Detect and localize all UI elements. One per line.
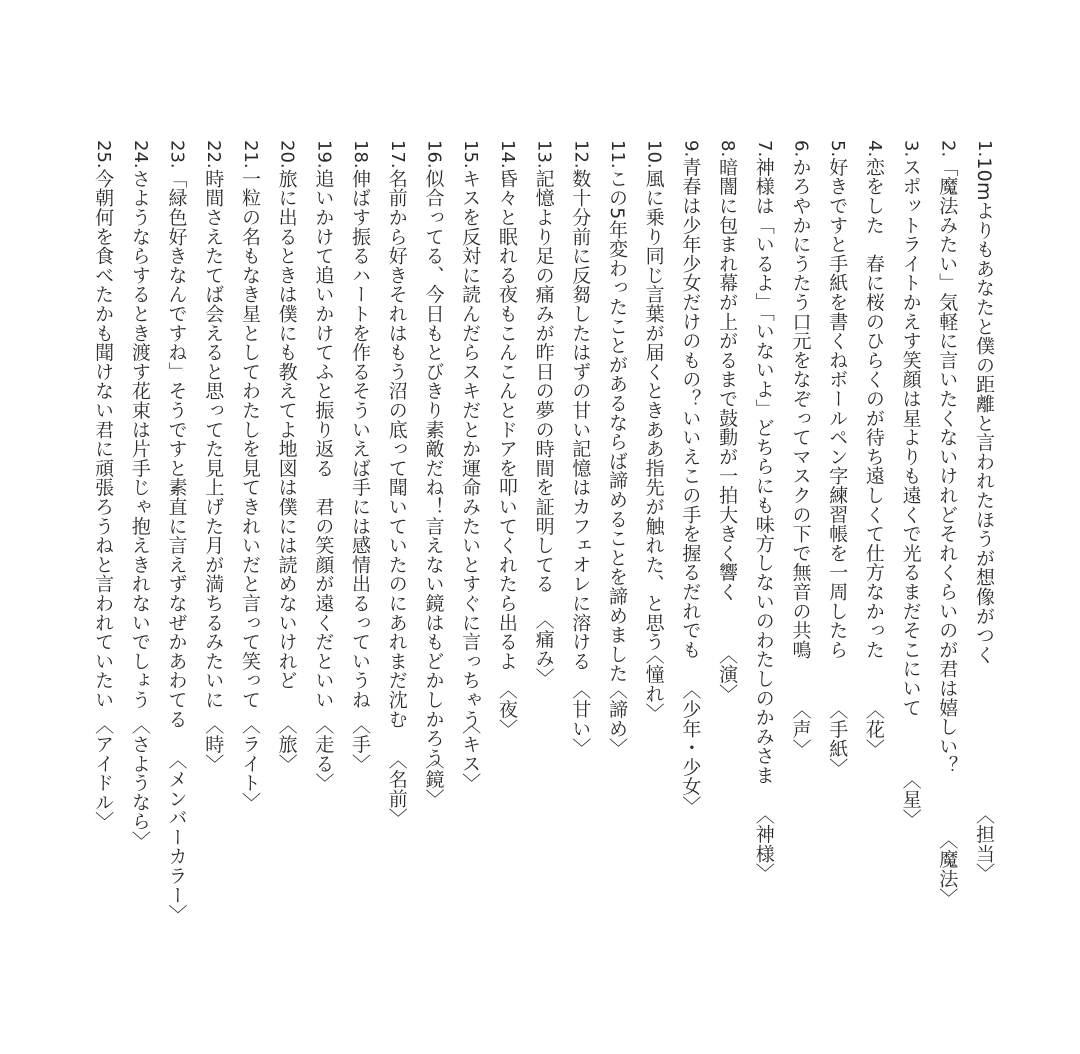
theme-tag: 〈手〉 — [349, 715, 372, 773]
tanka-list — [84, 140, 1002, 924]
item-number: 1. — [974, 140, 995, 158]
theme-tag: 〈花〉 — [862, 700, 885, 758]
item-number: 22. — [203, 140, 225, 169]
theme-tag: 〈キス〉 — [459, 715, 482, 793]
item-number: 18. — [350, 140, 372, 169]
theme-tag: 〈演〉 — [716, 645, 739, 703]
item-number: 6. — [790, 140, 812, 158]
tanka-line — [562, 140, 599, 900]
theme-tag: 〈星〉 — [899, 770, 922, 828]
tanka-text: 暗闇に包まれ幕が上がるまで鼓動が一拍大きく響く — [716, 157, 739, 602]
item-number: 2. — [937, 140, 959, 158]
tanka-text: キスを反対に読んだらスキだとか運命みたいとすぐに言っちゃう — [459, 168, 482, 729]
theme-tag: 〈担当〉 — [973, 805, 995, 883]
tanka-text: 記憶より足の痛みが昨日の夢の時間を証明してる — [532, 168, 555, 594]
tanka-line — [745, 140, 782, 900]
theme-tag: 〈さようなら〉 — [128, 715, 151, 851]
theme-tag: 〈少年・少女〉 — [679, 680, 702, 816]
item-number: 21. — [239, 140, 261, 169]
tanka-text: さようならするとき渡す花束は片手じゃ抱えきれないでしょう — [128, 168, 151, 710]
tanka-line — [195, 140, 232, 900]
tanka-text: 今朝何を食べたかも聞けない君に頑張ろうねと言われていたい — [92, 168, 115, 710]
tanka-text: 好きですと手紙を書くねボールペン字練習帳を一周したら — [826, 157, 849, 659]
theme-tag: 〈神様〉 — [752, 805, 775, 883]
item-number: 20. — [276, 140, 298, 169]
item-number: 7. — [753, 140, 775, 158]
item-number: 9. — [680, 140, 702, 158]
item-number: 17. — [386, 140, 408, 169]
tanka-text: 「緑色好きなんですね」そうですと素直に言えずなぜかあわてる — [165, 168, 188, 729]
tanka-text: 恋をした 春に桜のひらくのが待ち遠しくて仕方なかった — [862, 157, 885, 659]
item-number: 11. — [606, 140, 628, 169]
tanka-line — [378, 140, 415, 900]
item-number: 3. — [900, 140, 922, 158]
tanka-line — [635, 140, 672, 900]
tanka-line — [451, 140, 488, 900]
tanka-line — [929, 140, 966, 908]
tanka-line — [305, 140, 342, 900]
tanka-line — [158, 140, 195, 924]
item-number: 23. — [166, 140, 188, 169]
item-number: 14. — [496, 140, 518, 169]
tanka-line — [892, 140, 929, 900]
theme-tag: 〈声〉 — [789, 700, 812, 758]
item-number: 10. — [643, 140, 665, 169]
tanka-text: 青春は少年少女だけのもの？いいえこの手を握るだれでも — [679, 157, 702, 659]
tanka-line — [341, 140, 378, 900]
theme-tag: 〈旅〉 — [275, 715, 298, 773]
theme-tag: 〈諦め〉 — [605, 680, 628, 758]
tanka-line — [84, 140, 121, 900]
item-number: 25. — [93, 140, 115, 169]
tanka-text: 数十分前に反芻したはずの甘い記憶はカフェオレに溶ける — [569, 168, 592, 671]
item-number: 13. — [533, 140, 555, 169]
theme-tag: 〈痛み〉 — [532, 610, 555, 688]
tanka-text: 10mよりもあなたと僕の距離と言われたほうが想像がつく — [973, 157, 995, 664]
tanka-text: この5年変わったことがあるならば諦めることを諦めました — [605, 168, 628, 683]
tanka-text: 「魔法みたい」気軽に言いたくないけれどそれくらいのが君は嬉しい？ — [936, 157, 959, 775]
item-number: 16. — [423, 140, 445, 169]
tanka-line — [488, 140, 525, 900]
theme-tag: 〈走る〉 — [312, 715, 335, 793]
item-number: 5. — [827, 140, 849, 158]
item-number: 19. — [313, 140, 335, 169]
item-number: 4. — [863, 140, 885, 158]
tanka-line — [782, 140, 819, 900]
tanka-text: 名前から好きそれはもう沼の底って聞いていたのにあれまだ沈む — [385, 168, 408, 729]
tanka-line — [231, 140, 268, 900]
tanka-line — [415, 140, 452, 900]
tanka-text: 神様は「いるよ」「いないよ」どちらにも味方しないのわたしのかみさま — [752, 157, 775, 785]
theme-tag: 〈メンバーカラー〉 — [165, 750, 188, 924]
item-number: 12. — [570, 140, 592, 169]
tanka-text: 似合ってる、今日もとびきり素敵だね！言えない鏡はもどかしかろう — [422, 168, 445, 767]
theme-tag: 〈ライト〉 — [238, 715, 261, 812]
tanka-line — [598, 140, 635, 900]
tanka-text: スポットライトかえす笑顔は星よりも遠くで光るまだそこにいて — [899, 157, 922, 717]
tanka-line — [965, 140, 1002, 900]
tanka-text: かろやかにうたう口元をなぞってマスクの下で無音の共鳴 — [789, 157, 812, 659]
tanka-text: 昏々と眠れる夜もこんこんとドアを叩いてくれたら出るよ — [495, 168, 518, 671]
theme-tag: 〈アイドル〉 — [92, 715, 115, 831]
tanka-line — [672, 140, 709, 900]
item-number: 24. — [129, 140, 151, 169]
item-number: 15. — [460, 140, 482, 169]
theme-tag: 〈魔法〉 — [936, 830, 959, 908]
item-number: 8. — [717, 140, 739, 158]
tanka-line — [708, 140, 745, 900]
theme-tag: 〈夜〉 — [495, 680, 518, 738]
tanka-line — [855, 140, 892, 900]
tanka-text: 風に乗り同じ言葉が届くときああ指先が触れた、と思う — [642, 168, 665, 652]
tanka-text: 一粒の名もなき星としてわたしを見てきれいだと言って笑って — [238, 168, 261, 710]
tanka-line — [818, 140, 855, 900]
tanka-text: 旅に出るときは僕にも教えてよ地図は僕には読めないけれど — [275, 168, 298, 690]
theme-tag: 〈時〉 — [202, 715, 225, 773]
theme-tag: 〈鏡〉 — [422, 750, 445, 808]
theme-tag: 〈手紙〉 — [826, 700, 849, 778]
tanka-line — [268, 140, 305, 900]
tanka-line — [525, 140, 562, 900]
tanka-text: 時間さえたてば会えると思ってた見上げた月が満ちるみたいに — [202, 168, 225, 710]
theme-tag: 〈憧れ〉 — [642, 645, 665, 723]
tanka-text: 伸ばす振るハートを作るそういえば手には感情出るっていうね — [349, 168, 372, 710]
tanka-line — [121, 140, 158, 900]
tanka-text: 追いかけて追いかけてふと振り返る 君の笑顔が遠くだといい — [312, 168, 335, 710]
theme-tag: 〈名前〉 — [385, 750, 408, 828]
theme-tag: 〈甘い〉 — [569, 680, 592, 758]
